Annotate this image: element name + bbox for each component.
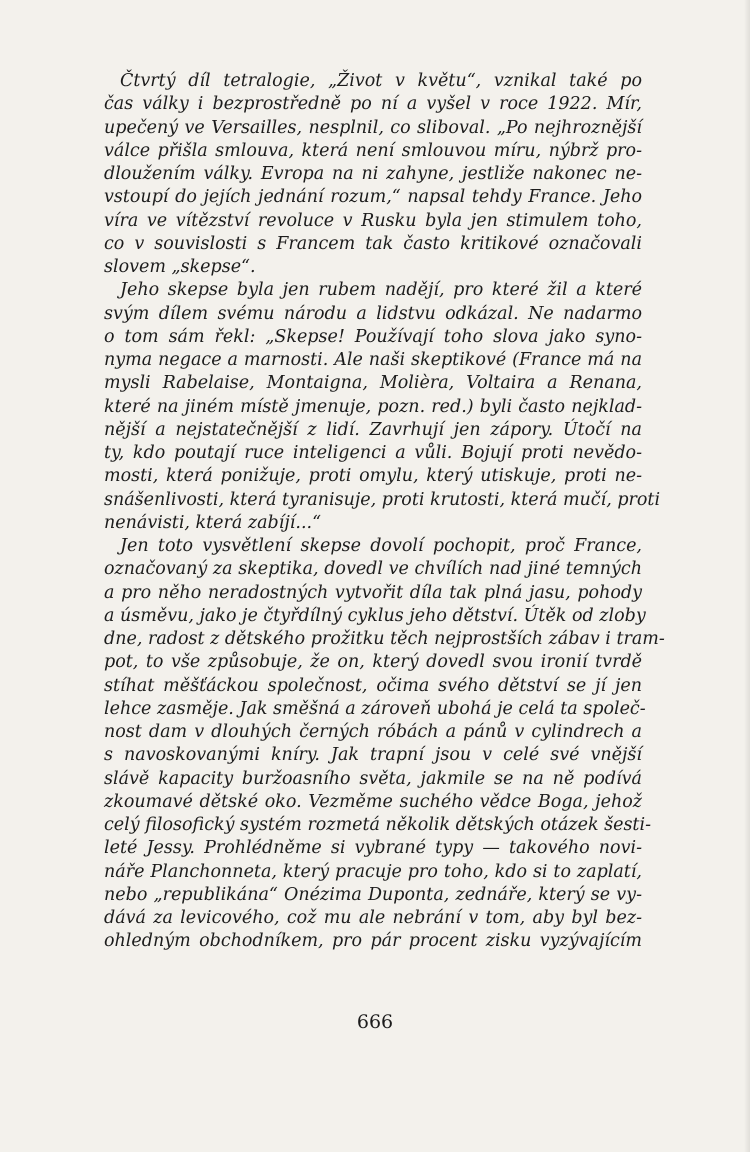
page-edge-shadow: [744, 0, 750, 1152]
text-line: nenávisti, která zabíjí...“: [104, 512, 322, 533]
text-line: nyma negace a marnosti. Ale naši skeptikové (France má na: [104, 350, 642, 370]
text-line: pot, to vše způsobuje, že on, který dovedl svou ironií tvrdě: [104, 652, 642, 673]
text-line: vstoupí do jejích jednání rozum,“ napsal tehdy France. Jeho: [104, 187, 642, 208]
text-line: ohledným obchodníkem, pro pár procent zisku vyzývajícím: [104, 931, 642, 952]
text-line: celý filosofický systém rozmetá několik dětských otázek šesti-: [104, 815, 651, 835]
text-line: nost dam v dlouhých černých róbách a pánů v cylindrech a: [104, 722, 642, 742]
text-line: o tom sám řekl: „Skepse! Používají toho slova jako syno-: [104, 326, 642, 347]
page-number: 666: [356, 1011, 394, 1033]
text-line: lehce zasměje. Jak směšná a zároveň ubohá je celá ta společ-: [104, 698, 646, 719]
text-line: zkoumavé dětské oko. Vezměme suchého vědce Boga, jehož: [104, 791, 642, 812]
text-line: upečený ve Versailles, nesplnil, co sliboval. „Po nejhroznější: [104, 117, 642, 138]
text-line: které na jiném místě jmenuje, pozn. red.) byli často nejklad-: [104, 396, 642, 417]
text-line: ty, kdo poutají ruce inteligenci a vůli. Bojují proti nevědo-: [104, 443, 642, 463]
text-line: slávě kapacity buržoasního světa, jakmile se na ně podívá: [104, 768, 642, 789]
text-line: a úsměvu, jako je čtyřdílný cyklus jeho dětství. Útěk od zloby: [104, 605, 646, 626]
text-line: mysli Rabelaise, Montaigna, Molièra, Voltaira a Renana,: [104, 373, 642, 394]
text-line: dne, radost z dětského prožitku těch nejprostších zábav i tram-: [104, 629, 665, 649]
text-line: Čtvrtý díl tetralogie, „Život v květu“, vznikal také po: [120, 71, 642, 91]
text-line: válce přišla smlouva, která není smlouvou míru, nýbrž pro-: [104, 140, 642, 161]
text-line: co v souvislosti s Francem tak často kritikové označovali: [104, 233, 642, 254]
text-line: dává za levicového, což mu ale nebrání v tom, aby byl bez-: [104, 908, 642, 928]
text-line: leté Jessy. Prohlédněme si vybrané typy — takového novi-: [104, 838, 642, 859]
text-line: víra ve vítězství revoluce v Rusku byla jen stimulem toho,: [104, 210, 642, 231]
text-line: slovem „skepse“.: [104, 257, 256, 277]
text-line: snášenlivosti, která tyranisuje, proti krutosti, která mučí, proti: [104, 489, 661, 510]
text-line: dloužením války. Evropa na ni zahyne, jestliže nakonec ne-: [104, 164, 642, 184]
text-line: Jeho skepse byla jen rubem nadějí, pro které žil a které: [120, 280, 642, 301]
text-line: s navoskovanými kníry. Jak trapní jsou v celé své vnější: [104, 745, 642, 766]
body-text: [104, 70, 665, 954]
text-line: a pro něho neradostných vytvořit díla tak plná jasu, pohody: [104, 582, 642, 603]
text-line: nější a nejstatečnější z lidí. Zavrhují jen zápory. Útočí na: [104, 419, 642, 440]
text-line: Jen toto vysvětlení skepse dovolí pochopit, proč France,: [120, 536, 642, 556]
text-line: mosti, která ponižuje, proti omylu, který utiskuje, proti ne-: [104, 466, 642, 487]
text-line: náře Planchonneta, který pracuje pro toho, kdo si to zaplatí,: [104, 861, 642, 882]
text-line: stíhat měšťáckou společnost, očima svého dětství se jí jen: [104, 675, 642, 696]
text-line: čas války i bezprostředně po ní a vyšel v roce 1922. Mír,: [104, 94, 642, 115]
text-line: svým dílem svému národu a lidstvu odkázal. Ne nadarmo: [104, 303, 642, 324]
text-line: označovaný za skeptika, dovedl ve chvílích nad jiné temných: [104, 559, 642, 580]
text-line: nebo „republikána“ Onézima Duponta, zednáře, který se vy-: [104, 884, 642, 905]
